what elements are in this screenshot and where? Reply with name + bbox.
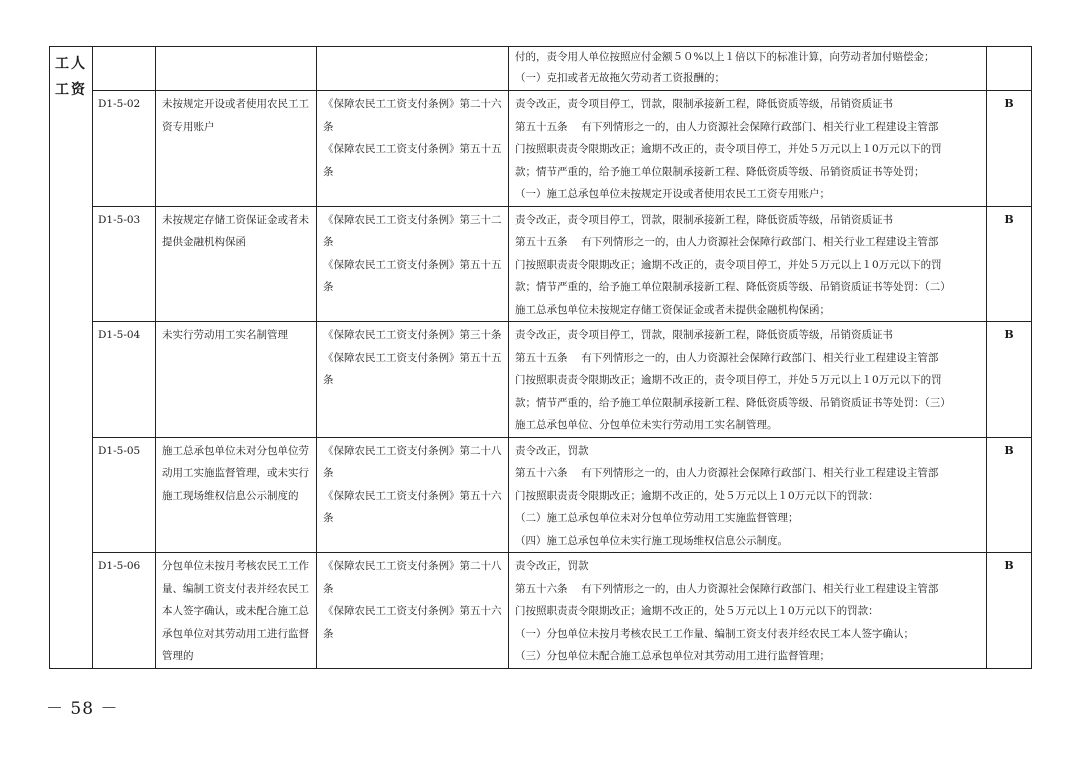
code-cell: D1-5-02: [93, 91, 156, 207]
item-cell: [156, 47, 317, 91]
category-cell: [50, 47, 93, 669]
basis-line: 门按照职责责令限期改正；逾期不改正的，责令项目停工，并处５万元以上１0万元以下的罚: [515, 258, 942, 271]
basis-cell: [509, 47, 987, 91]
table-row: [50, 437, 1032, 553]
basis-line: （一）分包单位未按月考核农民工工作量、编制工资支付表并经农民工本人签字确认；: [515, 627, 914, 640]
item-text: 施工总承包单位未对分包单位劳动用工实施监督管理，或未实行施工现场维权信息公示制度的: [162, 444, 309, 502]
basis-line: （一）施工总承包单位未按规定开设或者使用农民工工资专用账户；: [515, 188, 830, 200]
law-ref: 《保障农民工工资支付条例》第二十六条: [323, 98, 502, 133]
page-number: － 58 －: [46, 699, 119, 719]
violation-table: [49, 46, 1032, 669]
basis-cell: [509, 553, 987, 669]
basis-line: 第五十六条 有下列情形之一的，由人力资源社会保障行政部门、相关行业工程建设主管部: [515, 582, 939, 595]
item-text: 未按规定存储工资保证金或者未提供金融机构保函: [162, 213, 309, 248]
basis-line: 第五十五条 有下列情形之一的，由人力资源社会保障行政部门、相关行业工程建设主管部: [515, 120, 939, 133]
basis-line: 第五十六条 有下列情形之一的，由人力资源社会保障行政部门、相关行业工程建设主管部: [515, 467, 939, 479]
table-row-continuation: [50, 47, 1032, 91]
basis-line: 第五十五条 有下列情形之一的，由人力资源社会保障行政部门、相关行业工程建设主管部: [515, 236, 939, 248]
item-text: 未实行劳动用工实名制管理: [162, 329, 288, 341]
item-cell: [156, 91, 317, 207]
law-ref: 《保障农民工工资支付条例》第五十五条: [323, 258, 502, 293]
item-text: 分包单位未按月考核农民工工作量、编制工资支付表并经农民工本人签字确认，或未配合施工总承包单位对其劳动用工进行监督管理的: [162, 560, 309, 662]
law-cell: [317, 47, 509, 91]
code-cell: [93, 47, 156, 91]
basis-line: 责令改正，责令项目停工，罚款，限制承接新工程，降低资质等级，吊销资质证书: [515, 213, 893, 226]
code-cell: D1-5-06: [93, 553, 156, 669]
grade-cell: B: [987, 437, 1032, 553]
basis-cell: [509, 206, 987, 322]
grade-cell: B: [987, 322, 1032, 438]
item-cell: [156, 553, 317, 669]
item-cell: [156, 206, 317, 322]
law-ref: 《保障农民工工资支付条例》第二十八条: [323, 560, 502, 595]
table-row: [50, 91, 1032, 207]
table-row: [50, 322, 1032, 438]
law-cell: [317, 553, 509, 669]
basis-line: 施工总承包单位未按规定存储工资保证金或者未提供金融机构保函；: [515, 303, 830, 316]
basis-line: 责令改正，责令项目停工，罚款，限制承接新工程，降低资质等级，吊销资质证书: [515, 329, 893, 341]
basis-line: 门按照职责责令限期改正；逾期不改正的，处５万元以上１0万元以下的罚款：: [515, 489, 879, 502]
law-ref: 《保障农民工工资支付条例》第二十八条: [323, 444, 502, 479]
item-cell: [156, 437, 317, 553]
basis-line: 第五十五条 有下列情形之一的，由人力资源社会保障行政部门、相关行业工程建设主管部: [515, 351, 939, 364]
table-row: [50, 553, 1032, 669]
basis-line: 责令改正，罚款: [515, 560, 589, 572]
code-cell: D1-5-05: [93, 437, 156, 553]
grade-cell: B: [987, 553, 1032, 669]
basis-cell: [509, 322, 987, 438]
grade-cell: [987, 47, 1032, 91]
law-ref: 《保障农民工工资支付条例》第五十五条: [323, 351, 502, 386]
basis-line: 门按照职责责令限期改正；逾期不改正的，责令项目停工，并处５万元以上１0万元以下的罚: [515, 143, 942, 155]
basis-line: （二）施工总承包单位未对分包单位劳动用工实施监督管理；: [515, 512, 799, 524]
basis-line: 责令改正，责令项目停工，罚款，限制承接新工程，降低资质等级，吊销资质证书: [515, 98, 893, 110]
basis-line: 款；情节严重的，给予施工单位限制承接新工程、降低资质等级、吊销资质证书等处罚；: [515, 165, 925, 178]
item-cell: [156, 322, 317, 438]
grade-cell: B: [987, 91, 1032, 207]
code-cell: D1-5-03: [93, 206, 156, 322]
basis-line: 责令改正，罚款: [515, 444, 589, 457]
code-cell: D1-5-04: [93, 322, 156, 438]
basis-line: （四）施工总承包单位未实行施工现场维权信息公示制度。: [515, 534, 788, 547]
basis-line: 款；情节严重的，给予施工单位限制承接新工程、降低资质等级、吊销资质证书等处罚：（二）: [515, 281, 951, 293]
basis-line: 款；情节严重的，给予施工单位限制承接新工程、降低资质等级、吊销资质证书等处罚：（三）: [515, 396, 951, 409]
law-cell: [317, 437, 509, 553]
law-ref: 《保障农民工工资支付条例》第五十五条: [323, 143, 502, 178]
basis-line: 付的，责令用人单位按照应付金额５０%以上１倍以下的标准计算，向劳动者加付赔偿金；: [515, 51, 935, 63]
basis-cell: [509, 91, 987, 207]
category-line-2: 工资: [55, 82, 87, 98]
basis-cell: [509, 437, 987, 553]
law-ref: 《保障农民工工资支付条例》第三十二条: [323, 213, 502, 248]
law-ref: 《保障农民工工资支付条例》第五十六条: [323, 605, 502, 640]
table-row: [50, 206, 1032, 322]
grade-cell: B: [987, 206, 1032, 322]
basis-line: 门按照职责责令限期改正；逾期不改正的，处５万元以上１0万元以下的罚款：: [515, 605, 879, 617]
basis-line: 门按照职责责令限期改正；逾期不改正的，责令项目停工，并处５万元以上１0万元以下的罚: [515, 374, 942, 386]
law-cell: [317, 206, 509, 322]
category-line-1: 工人: [55, 56, 87, 72]
item-text: 未按规定开设或者使用农民工工资专用账户: [162, 98, 309, 133]
law-cell: [317, 91, 509, 207]
basis-line: （三）分包单位未配合施工总承包单位对其劳动用工进行监督管理；: [515, 650, 830, 662]
basis-line: 施工总承包单位、分包单位未实行劳动用工实名制管理。: [515, 419, 778, 431]
law-ref: 《保障农民工工资支付条例》第三十条: [323, 329, 502, 341]
law-cell: [317, 322, 509, 438]
basis-line: （一）克扣或者无故拖欠劳动者工资报酬的；: [515, 72, 725, 84]
law-ref: 《保障农民工工资支付条例》第五十六条: [323, 489, 502, 524]
